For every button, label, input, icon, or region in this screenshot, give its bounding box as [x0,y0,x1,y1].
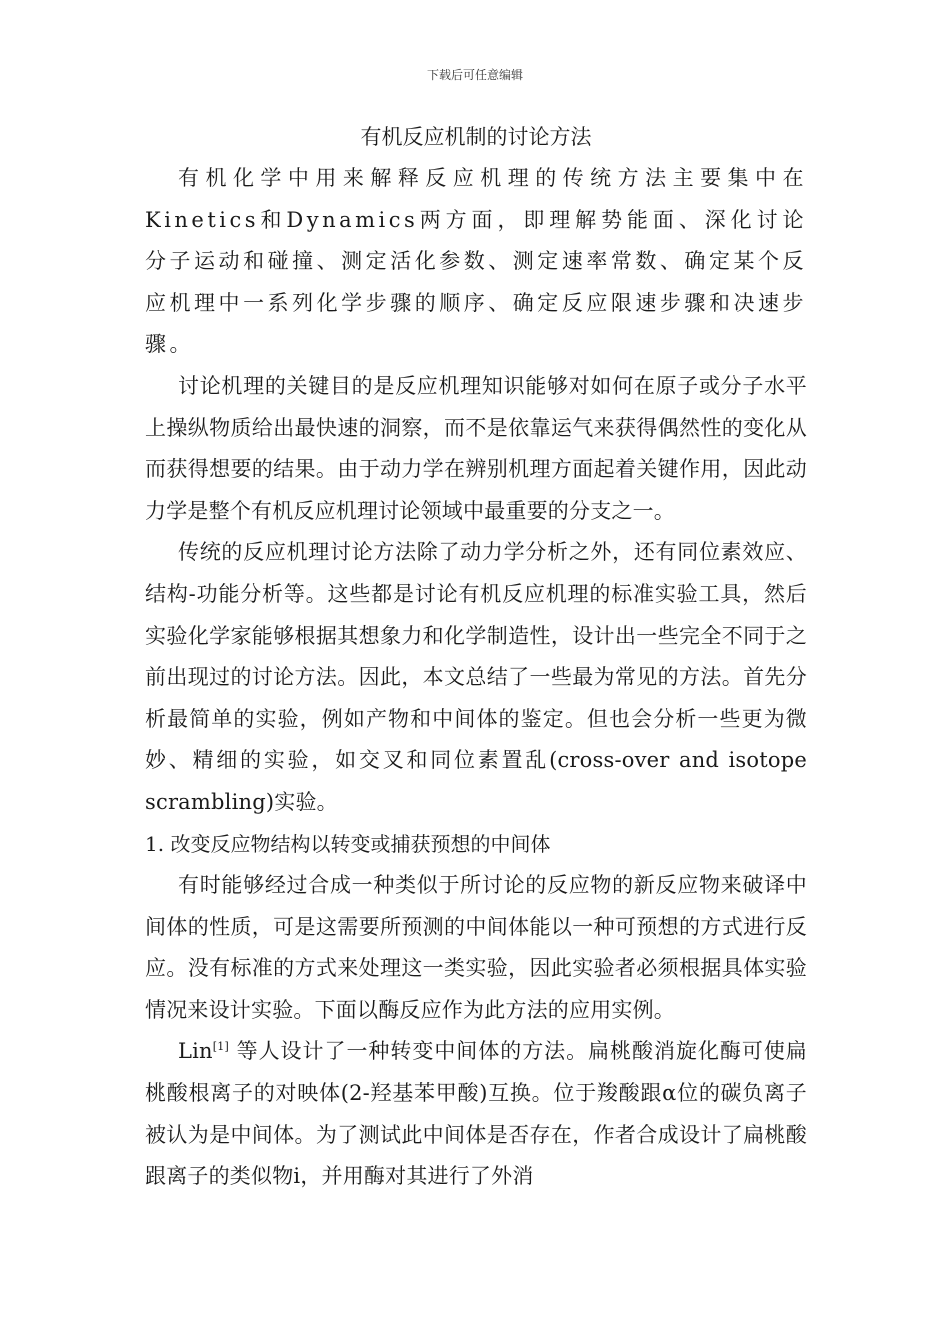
paragraph-traditional-methods: 传统的反应机理讨论方法除了动力学分析之外，还有同位素效应、结构-功能分析等。这些都是讨论有机反应机理的标准实验工具，然后实验化学家能够根据其想象力和化学制造性，设计出一些完全不同于之前出现过的讨论方法。因此，本文总结了一些最为常见的方法。首先分析最简单的实验，例如产物和中间体的鉴定。但也会分析一些更为微妙、精细的实验，如交叉和同位素置乱(cross-over and isotope scrambling)实验。 [145,540,807,814]
document-body [145,118,807,1198]
document-title: 有机反应机制的讨论方法 [360,125,592,149]
paragraph-lin-text: 等人设计了一种转变中间体的方法。扁桃酸消旋化酶可使扁桃酸根离子的对映体(2-羟基苯甲酸)互换。位于羧酸跟α位的碳负离子被认为是中间体。为了测试此中间体是否存在，作者合成设计了扁桃酸跟离子的类似物i，并用酶对其进行了外消 [145,1039,807,1189]
section-heading-1: 1. 改变反应物结构以转变或捕获预想的中间体 [145,831,551,856]
author-name: Lin [178,1039,213,1064]
page-header-note: 下载后可任意编辑 [426,68,523,82]
paragraph-lin-example [145,1031,807,1197]
paragraph-kinetics: 有机化学中用来解释反应机理的传统方法主要集中在Kinetics和Dynamics两方面，即理解势能面、深化讨论分子运动和碰撞、测定活化参数、测定速率常数、确定某个反应机理中一系列化学步骤的顺序、确定反应限速步骤和决速步骤。 [145,166,807,357]
paragraph-purpose: 讨论机理的关键目的是反应机理知识能够对如何在原子或分子水平上操纵物质给出最快速的洞察，而不是依靠运气来获得偶然性的变化从而获得想要的结果。由于动力学在辨别机理方面起着关键作用，因此动力学是整个有机反应机理讨论领域中最重要的分支之一。 [145,373,807,523]
citation-ref[interactable]: [1] [212,1040,229,1054]
paragraph-intermediate: 有时能够经过合成一种类似于所讨论的反应物的新反应物来破译中间体的性质，可是这需要所预测的中间体能以一种可预想的方式进行反应。没有标准的方式来处理这一类实验，因此实验者必须根据具体实验情况来设计实验。下面以酶反应作为此方法的应用实例。 [145,873,807,1022]
